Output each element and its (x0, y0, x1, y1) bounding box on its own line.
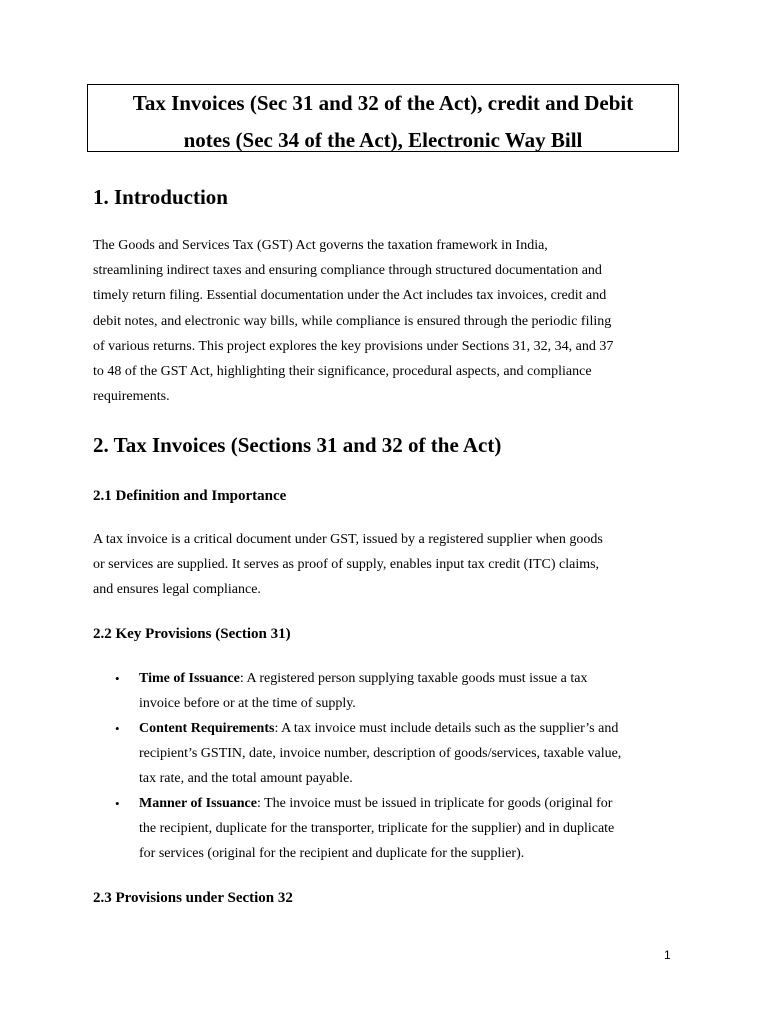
bullet-term: Time of Issuance (139, 671, 240, 686)
subsection-definition-heading-block (93, 486, 673, 506)
paragraph-line: streamlining indirect taxes and ensuring compliance through structured documentation and (93, 263, 602, 279)
section-tax-invoices-heading-block (93, 432, 673, 458)
bullet-text: : The invoice must be issued in triplicate for goods (original for (256, 796, 613, 811)
list-item (93, 666, 673, 716)
page-number: 1 (664, 948, 671, 962)
bullet-text: : A tax invoice must include details such as the supplier’s and (274, 721, 619, 736)
paragraph-line: to 48 of the GST Act, highlighting their significance, procedural aspects, and compliance (93, 364, 592, 380)
subsection-heading-key-provisions: 2.2 Key Provisions (Section 31) (93, 626, 291, 642)
document-title-box (87, 84, 679, 152)
paragraph-line: of various returns. This project explores the key provisions under Sections 31, 32, 34, and 37 (93, 338, 614, 354)
bullet-text: for services (original for the recipient and duplicate for the supplier). (139, 846, 525, 861)
definition-paragraph (93, 527, 673, 603)
document-title-line-2: notes (Sec 34 of the Act), Electronic Way Bill (183, 128, 583, 152)
bullet-text: : A registered person supplying taxable goods must issue a tax (239, 671, 588, 686)
paragraph-line: debit notes, and electronic way bills, while compliance is ensured through the periodic filing (93, 313, 612, 329)
bullet-term: Content Requirements (139, 721, 275, 736)
introduction-paragraph (93, 233, 673, 409)
paragraph-line: The Goods and Services Tax (GST) Act governs the taxation framework in India, (93, 238, 548, 253)
document-title-line-1: Tax Invoices (Sec 31 and 32 of the Act), credit and Debit (132, 91, 634, 115)
key-provisions-list (93, 666, 673, 866)
paragraph-line: or services are supplied. It serves as proof of supply, enables input tax credit (ITC) claims, (93, 557, 600, 573)
bullet-text: recipient’s GSTIN, date, invoice number, description of goods/services, taxable value, (139, 746, 622, 761)
paragraph-line: A tax invoice is a critical document under GST, issued by a registered supplier when goods (93, 532, 603, 547)
bullet-text: tax rate, and the total amount payable. (139, 771, 353, 786)
bullet-icon: • (115, 671, 120, 686)
bullet-icon: • (115, 721, 120, 736)
bullet-icon: • (115, 796, 120, 811)
subsection-section-32-heading-block (93, 888, 673, 908)
subsection-heading-section-32: 2.3 Provisions under Section 32 (93, 890, 293, 906)
bullet-term: Manner of Issuance (139, 796, 257, 811)
bullet-text: invoice before or at the time of supply. (139, 696, 356, 711)
paragraph-line: and ensures legal compliance. (93, 582, 261, 598)
subsection-heading-definition: 2.1 Definition and Importance (93, 488, 287, 504)
list-item (93, 716, 673, 791)
bullet-text: the recipient, duplicate for the transporter, triplicate for the supplier) and in duplicate (139, 821, 615, 836)
section-introduction-heading-block (93, 184, 673, 210)
subsection-key-provisions-heading-block (93, 624, 673, 644)
section-heading-tax-invoices: 2. Tax Invoices (Sections 31 and 32 of the Act) (93, 433, 502, 457)
paragraph-line: timely return filing. Essential documentation under the Act includes tax invoices, credit and (93, 288, 607, 304)
paragraph-line: requirements. (93, 389, 170, 405)
list-item (93, 791, 673, 866)
section-heading-introduction: 1. Introduction (93, 185, 228, 209)
